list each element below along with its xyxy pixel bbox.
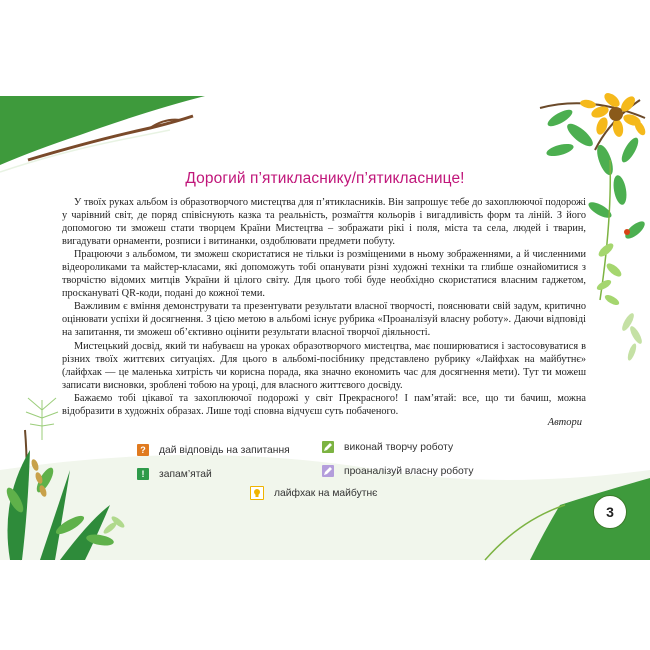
legend-question (137, 444, 290, 456)
legend-lifehack (250, 486, 377, 500)
paragraph: Мистецький досвід, який ти набуваєш на уроках образотворчого мистецтва, має поширюватися і застосовуватися в різних твоїх життєвих ситуаціях. Для цього в альбомі-посібнику представлено рубрику «Лайфхак на майбутнє» (лайфхак — це маленька хитрість чи корисна порада, яка значно економить час для досягнення мети). Тут ти можеш записати висновки, зроблені тобою на уроці, для власного життєвого досвіду. (62, 340, 586, 391)
question-icon: ? (137, 444, 149, 456)
paragraph: Важливим є вміння демонструвати та презентувати результати власної творчості, пояснювати свій задум, критично оцінювати успіхи й досягнення. З цією метою в альбомі існує рубрика «Проаналізуй власну роботу». Даючи відповіді на запитання, ти зможеш об’єктивно оцінити результати власної творчої діяльності. (62, 301, 586, 339)
legend-label: лайфхак на майбутнє (274, 487, 378, 499)
legend-creative (322, 441, 453, 453)
legend-label: запам’ятай (159, 468, 212, 480)
page-number: 3 (593, 495, 627, 529)
authors-signature: Автори (547, 417, 582, 428)
legend-label: дай відповідь на запитання (159, 444, 290, 456)
page-title: Дорогий п’ятикласнику/п’ятикласнице! (185, 170, 465, 187)
top-green-band (0, 96, 205, 165)
legend-analyze (322, 465, 473, 477)
paragraph: Бажаємо тобі цікавої та захоплюючої подорожі у світ Прекрасного! І пам’ятай: все, що ти бачиш, можна відобразити в художніх образах. Лише тоді сповна відчуєш суть побаченого. (62, 392, 586, 417)
legend-remember (137, 468, 212, 480)
lightbulb-icon (250, 486, 264, 500)
intro-text (62, 196, 586, 418)
exclamation-icon: ! (137, 468, 149, 480)
pencil-icon (322, 441, 334, 453)
paragraph: У твоїх руках альбом із образотворчого мистецтва для п’ятикласників. Він запрошує тебе до захоплюючої подорожі у чарівний світ, де поряд співіснують казка та реальність, розмаїття кольорів і вигадливість форм та ліній. З його допомогою ти зможеш стати творцем Країни Мистецтва – зображати рікі і поля, міста та села, людей і тварин, вигадувати орнаменти, розписи і витинанки, оздоблювати предмети побуту. (62, 197, 586, 248)
paragraph: Працюючи з альбомом, ти зможеш скористатися не тільки із розміщеними в ньому зображеннями, а й численними відеороликами та майстер-класами, які допоможуть тобі опанувати різні художні техніки та глибше ознайомитися з творчістю відомих митців України й цілого світу. Для цього тобі буде необхідно скористатися власним гаджетом, проскануваті QR-коди, подані до кожної теми. (62, 249, 586, 300)
legend-label: проаналізуй власну роботу (344, 465, 474, 477)
pen-icon (322, 465, 334, 477)
legend-label: виконай творчу роботу (344, 441, 454, 453)
